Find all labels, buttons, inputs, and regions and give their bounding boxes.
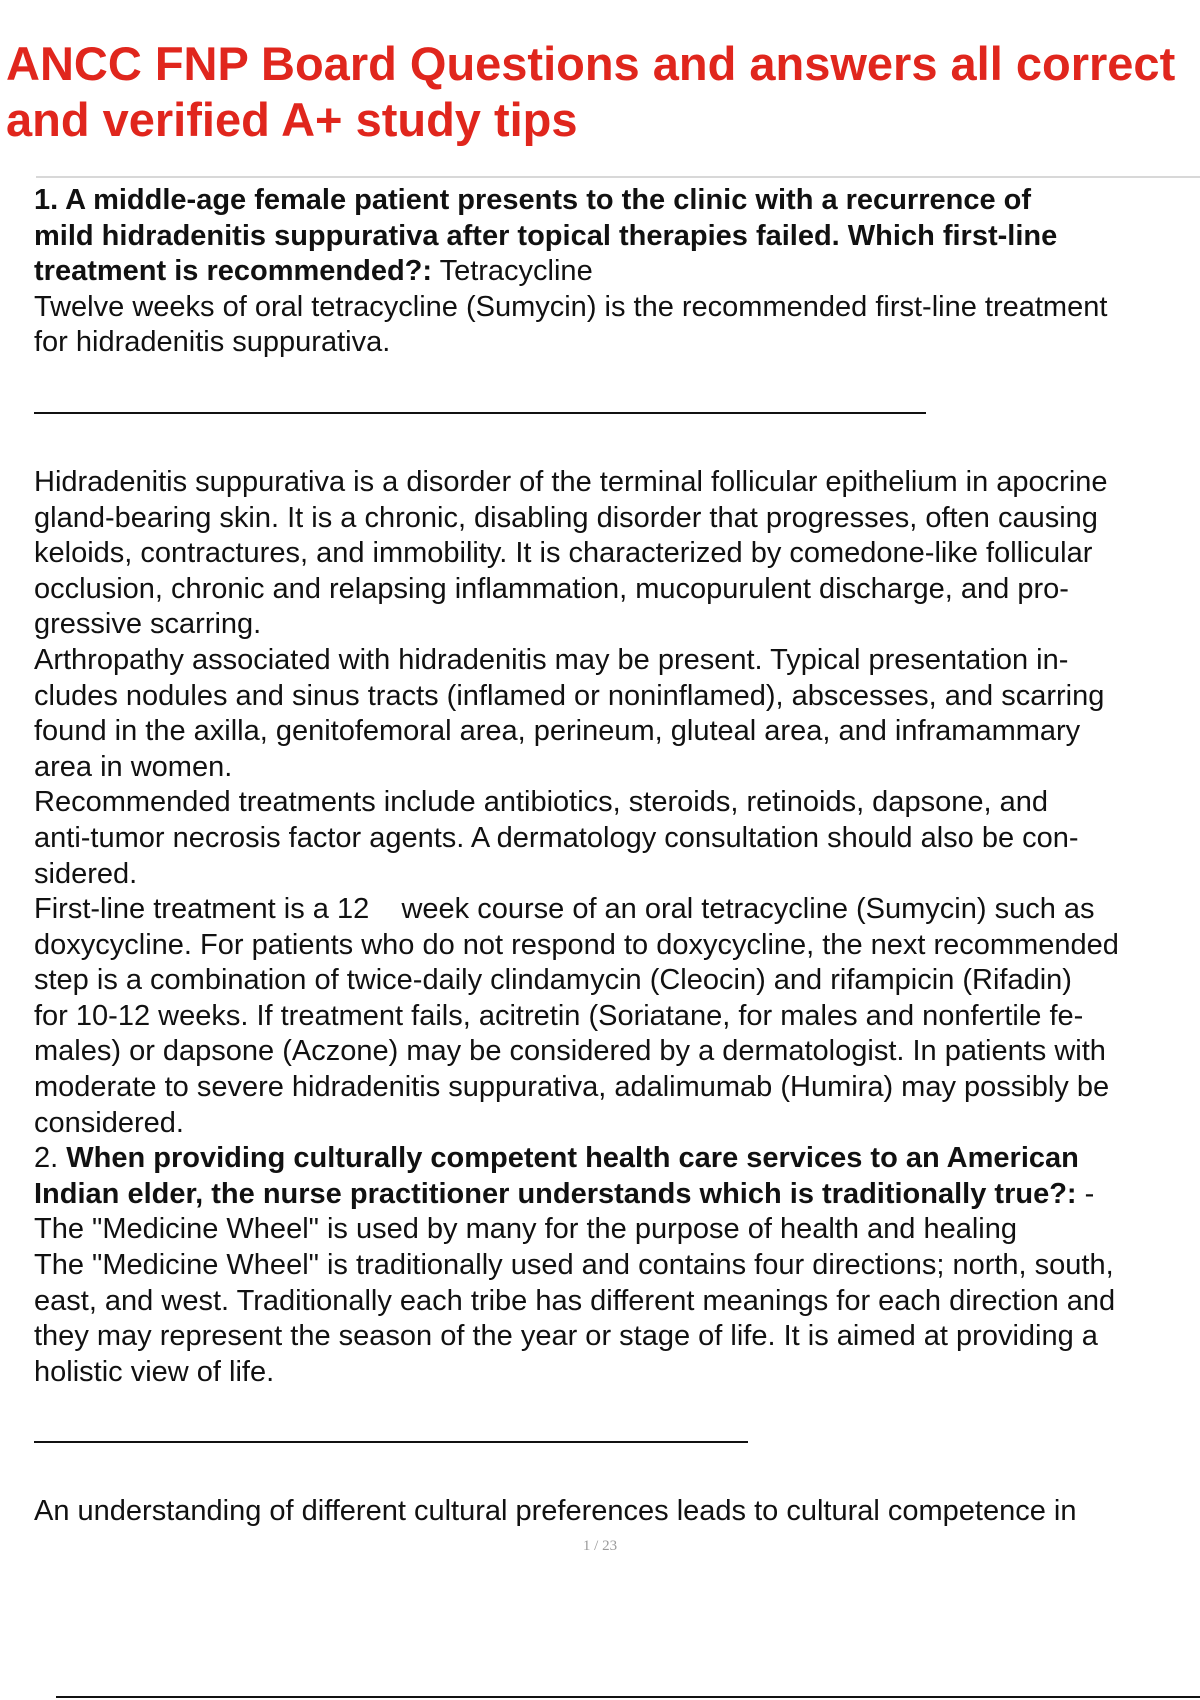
spacer: [34, 361, 1200, 395]
q1-explanation-line: Arthropathy associated with hidradenitis may be present. Typical presentation in-: [34, 643, 1069, 676]
document-body: [34, 183, 1200, 1530]
q1-explanation-line: area in women.: [34, 750, 233, 783]
q2-answer-line: The "Medicine Wheel" is used by many for the purpose of health and healing: [34, 1213, 1017, 1246]
spacer: [34, 1390, 1200, 1424]
q1-explanation-line: moderate to severe hidradenitis suppurativa, adalimumab (Humira) may possibly be: [34, 1071, 1110, 1104]
q1-answer: Tetracycline: [432, 255, 593, 288]
q1-explanation-line: First-line treatment is a 12 week course of an oral tetracycline (Sumycin) such as: [34, 893, 1095, 926]
q1-question-line: 1. A middle-age female patient presents to the clinic with a recurrence of: [34, 184, 1032, 216]
q1-answer-detail-line: for hidradenitis suppurativa.: [34, 326, 391, 359]
q1-explanation-line: gressive scarring.: [34, 608, 262, 641]
q1-explanation-line: step is a combination of twice-daily clindamycin (Cleocin) and rifampicin (Rifadin): [34, 964, 1072, 997]
q1-explanation-line: keloids, contractures, and immobility. It is characterized by comedone-like follicular: [34, 537, 1093, 570]
document-title: [6, 36, 1200, 148]
q1-explanation-line: anti-tumor necrosis factor agents. A dermatology consultation should also be con-: [34, 821, 1079, 854]
q1-explanation-line: for 10-12 weeks. If treatment fails, acitretin (Soriatane, for males and nonfertile fe-: [34, 999, 1084, 1032]
q2-answer-marker: -: [1076, 1177, 1095, 1210]
q1-explanation-line: considered.: [34, 1106, 184, 1139]
q1-question-text: treatment is recommended?:: [34, 255, 433, 288]
q1-explanation-line: found in the axilla, genitofemoral area, perineum, gluteal area, and inframammary: [34, 715, 1081, 748]
title-line: and verified A+ study tips: [6, 93, 578, 146]
q2-answer-line: holistic view of life.: [34, 1355, 275, 1388]
q2-explanation-line: An understanding of different cultural preferences leads to cultural competence in: [34, 1495, 1077, 1528]
q1-explanation-line: sidered.: [34, 857, 138, 890]
q1-explanation-line: males) or dapsone (Aczone) may be considered by a dermatologist. In patients with: [34, 1035, 1106, 1068]
q1-explanation-line: Hidradenitis suppurativa is a disorder of the terminal follicular epithelium in apocrine: [34, 465, 1108, 498]
page-number: 1 / 23: [582, 1538, 618, 1554]
q2-question-last-line: [34, 1177, 1200, 1213]
q2-question-line: [34, 1141, 1200, 1177]
q1-explanation-line: cludes nodules and sinus tracts (inflamed or noninflamed), abscesses, and scarring: [34, 679, 1105, 712]
spacer: [34, 1460, 1200, 1494]
q1-question-last-line: [34, 254, 1200, 290]
title-line: ANCC FNP Board Questions and answers all correct: [6, 37, 1176, 90]
footer-divider: [56, 1696, 1200, 1698]
spacer: [34, 431, 1200, 465]
q1-explanation-line: gland-bearing skin. It is a chronic, disabling disorder that progresses, often causing: [34, 501, 1098, 534]
header-divider: [36, 176, 1200, 178]
q2-answer-line: they may represent the season of the year or stage of life. It is aimed at providing a: [34, 1320, 1098, 1353]
q1-answer-detail-line: Twelve weeks of oral tetracycline (Sumycin) is the recommended first-line treatment: [34, 290, 1108, 323]
q2-answer-line: east, and west. Traditionally each tribe has different meanings for each direction and: [34, 1284, 1116, 1317]
q2-question-text: Indian elder, the nurse practitioner understands which is traditionally true?:: [34, 1177, 1077, 1210]
q1-explanation-line: occlusion, chronic and relapsing inflammation, mucopurulent discharge, and pro-: [34, 572, 1069, 605]
q2-answer-line: The "Medicine Wheel" is traditionally used and contains four directions; north, south,: [34, 1249, 1114, 1282]
q1-divider: [34, 395, 1200, 431]
q2-number: 2.: [34, 1142, 67, 1175]
q1-question-line: mild hidradenitis suppurativa after topical therapies failed. Which first-line: [34, 219, 1058, 252]
q1-explanation-line: doxycycline. For patients who do not respond to doxycycline, the next recommended: [34, 928, 1119, 961]
q1-explanation-line: Recommended treatments include antibiotics, steroids, retinoids, dapsone, and: [34, 786, 1048, 819]
q2-question-text: When providing culturally competent health care services to an American: [66, 1142, 1079, 1175]
q2-divider: [34, 1424, 1200, 1460]
